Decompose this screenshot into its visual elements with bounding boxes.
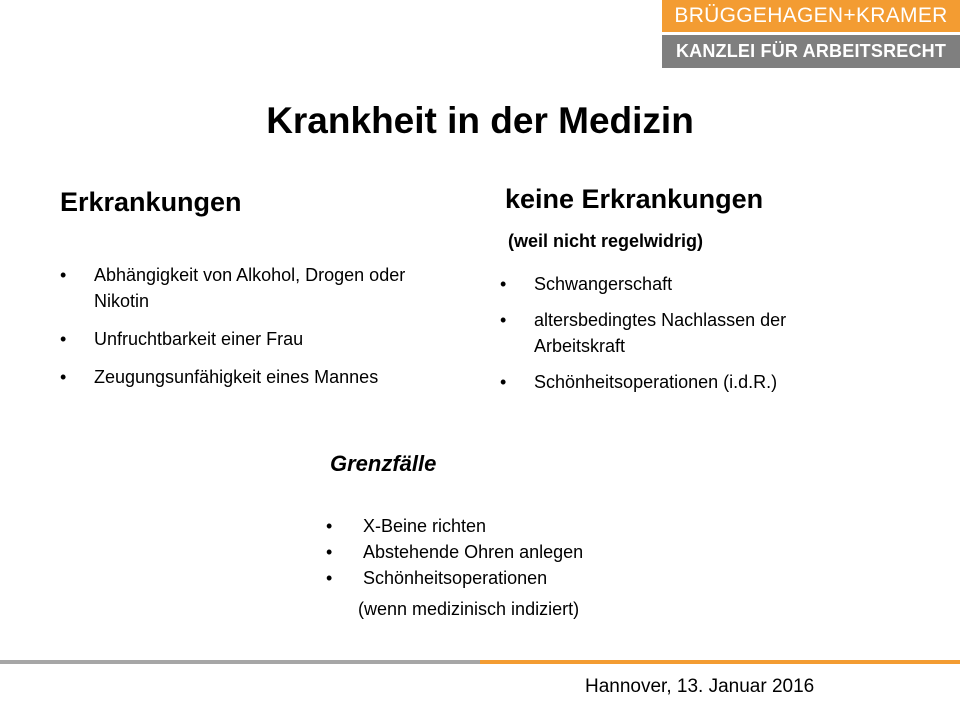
list-item: • Abstehende Ohren anlegen (326, 539, 706, 565)
footer-divider-orange (480, 660, 960, 664)
center-note: (wenn medizinisch indiziert) (358, 599, 580, 619)
list-item: • Zeugungsunfähigkeit eines Mannes (60, 364, 460, 390)
left-bullet-list (60, 262, 460, 402)
right-bullet-list (500, 271, 880, 405)
right-subheading: (weil nicht regelwidrig) (508, 231, 704, 251)
logo-tagline: KANZLEI FÜR ARBEITSRECHT (662, 35, 960, 68)
footer-date: Hannover, 13. Januar 2016 (585, 676, 815, 697)
list-item: • Schwangerschaft (500, 271, 880, 297)
list-item: • Schönheitsoperationen (i.d.R.) (500, 369, 880, 395)
center-bullet-list (326, 513, 706, 591)
left-heading: Erkrankungen (60, 187, 242, 217)
list-item: • X-Beine richten (326, 513, 706, 539)
right-heading: keine Erkrankungen (505, 184, 764, 214)
center-heading: Grenzfälle (330, 451, 437, 476)
list-item: • altersbedingtes Nachlassen der Arbeitskraft (500, 307, 880, 359)
list-item: • Schönheitsoperationen (326, 565, 706, 591)
list-item: • Abhängigkeit von Alkohol, Drogen oder Nikotin (60, 262, 460, 314)
logo-brand-name: BRÜGGEHAGEN+KRAMER (662, 0, 960, 32)
footer-divider-gray (0, 660, 480, 664)
list-item: • Unfruchtbarkeit einer Frau (60, 326, 460, 352)
slide-title: Krankheit in der Medizin (266, 100, 694, 141)
